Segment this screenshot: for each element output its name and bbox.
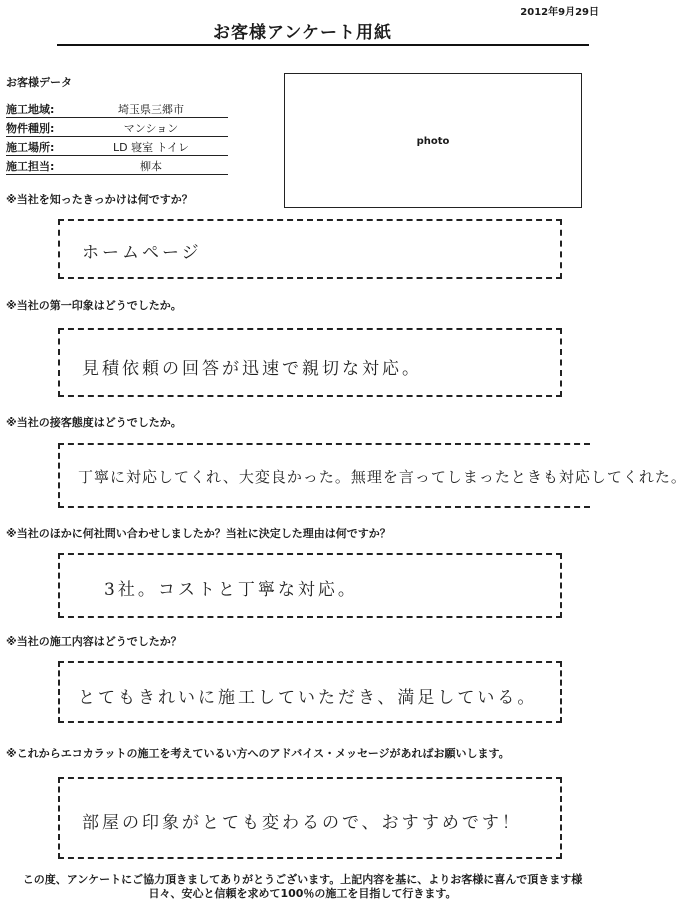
answer-6: 部屋の印象がとても変わるので、おすすめです！ <box>82 813 522 833</box>
answer-box-6 <box>58 777 562 859</box>
question-3: ※当社の接客態度はどうでしたか。 <box>6 416 182 429</box>
question-5: ※当社の施工内容はどうでしたか？ <box>6 635 182 648</box>
question-1: ※当社を知ったきっかけは何ですか？ <box>6 193 193 206</box>
customer-data-heading: お客様データ <box>6 76 72 89</box>
title-underline <box>57 44 589 46</box>
photo-placeholder <box>284 73 582 208</box>
question-4: ※当社のほかに何社問い合わせしましたか？当社に決定した理由は何ですか？ <box>6 527 391 540</box>
info-label: 施工地域: <box>6 103 55 116</box>
info-row-staff <box>6 157 228 175</box>
info-value: マンション <box>123 122 179 135</box>
footer-line-1: この度、アンケートにご協力頂きましてありがとうございます。上記内容を基に、よりお客様に喜んで頂きます様 <box>22 873 583 886</box>
answer-1: ホームページ <box>82 243 202 263</box>
answer-box-5 <box>58 661 562 723</box>
question-2: ※当社の第一印象はどうでしたか。 <box>6 299 182 312</box>
info-row-property-type <box>6 119 228 137</box>
page-title: お客様アンケート用紙 <box>213 23 392 43</box>
answer-box-2 <box>58 328 562 397</box>
info-value: 柳本 <box>140 160 162 173</box>
info-row-area <box>6 100 228 118</box>
info-label: 施工担当: <box>6 160 55 173</box>
answer-box-4 <box>58 553 562 618</box>
footer-line-2: 日々、安心と信頼を求めて100％の施工を目指して行きます。 <box>148 887 457 900</box>
info-label: 物件種別: <box>6 122 55 135</box>
info-value: 埼玉県三郷市 <box>118 103 184 116</box>
question-6: ※これからエコカラットの施工を考えているい方へのアドバイス・メッセージがあればお願いします。 <box>6 747 510 760</box>
info-value: LD 寝室 トイレ <box>112 141 190 154</box>
answer-box-1 <box>58 219 562 279</box>
answer-5: とてもきれいに施工していただき、満足している。 <box>78 688 538 708</box>
answer-box-3 <box>58 443 687 508</box>
photo-label: photo <box>416 136 450 147</box>
answer-2: 見積依頼の回答が迅速で親切な対応。 <box>82 359 422 379</box>
survey-date: 2012年9月29日 <box>520 7 599 18</box>
info-row-location <box>6 138 228 156</box>
info-label: 施工場所: <box>6 141 55 154</box>
answer-4: 3社。コストと丁寧な対応。 <box>104 580 358 600</box>
answer-3: 丁寧に対応してくれ、大変良かった。無理を言ってしまったときも対応してくれた。 <box>78 468 687 486</box>
